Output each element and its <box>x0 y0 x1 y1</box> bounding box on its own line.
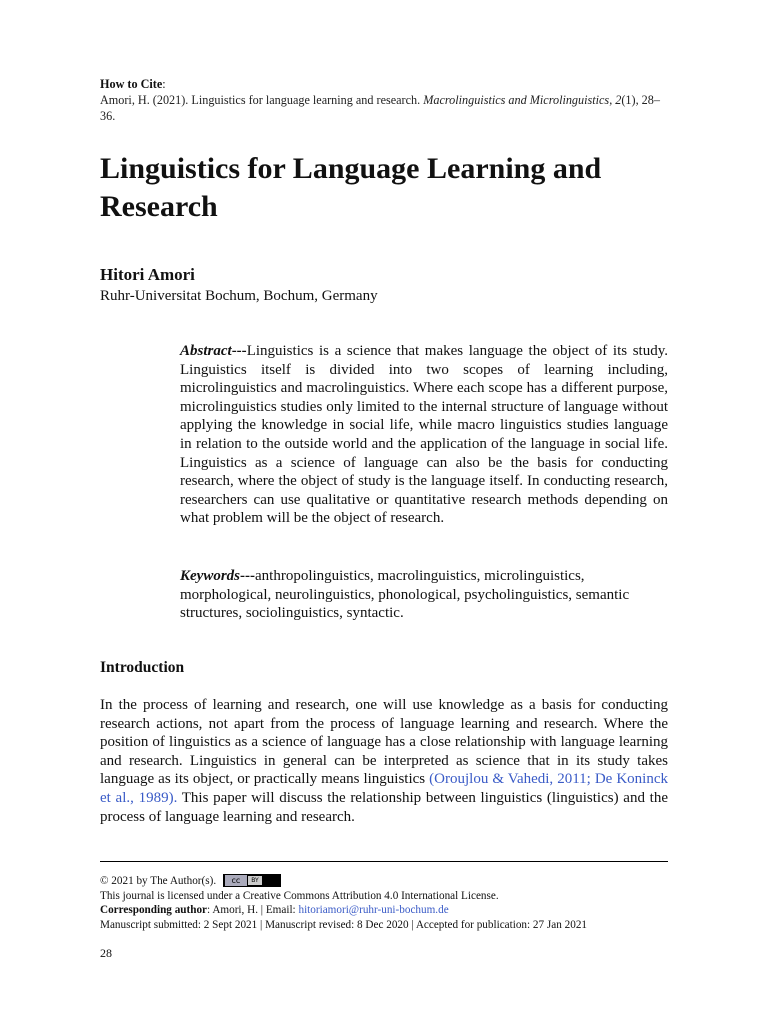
author-name: Hitori Amori <box>100 265 195 284</box>
introduction-paragraph: In the process of learning and research, one will use knowledge as a basis for conducting research actions, not apart from the process of language learning and research. Where the position of linguistics as a science of language has a close relationship with language learning and research. Linguistics in general can be interpreted as science that in its study takes language as its object, or practically means linguistics (Oroujlou & Vahedi, 2011; De Koninck et al., 1989). This paper will discuss the relationship between linguistics (linguistics) and the process of language learning and research. <box>100 697 668 825</box>
author-email-link[interactable]: hitoriamori@ruhr-uni-bochum.de <box>298 904 449 917</box>
section-heading-introduction: Introduction <box>100 659 185 676</box>
keywords-label: Keywords <box>180 568 240 584</box>
keywords-line-2: morphological, neurolinguistics, phonological, psycholinguistics, semantic <box>180 586 630 603</box>
license-text: This journal is licensed under a Creative Commons Attribution 4.0 International License. <box>100 889 499 902</box>
abstract-text: Linguistics is a science that makes language the object of its study. Linguistics itself is divided into two scopes of learning including, microlinguistics and macrolinguistics. Where each scope has a different purpose, microlinguistics studies only limited to the internal structure of language without applying the knowledge in social life, while macro linguistics studies language in relation to the outside world and the application of the language in social life. Linguistics as a science of language can also be the basis for conducting research, where the object of study is the language itself. In conducting research, researchers can use qualitative or quantitative research methods depending on what problem will be the object of research. <box>180 343 668 527</box>
keywords-line-1: anthropolinguistics, macrolinguistics, microlinguistics, <box>255 568 585 584</box>
keywords: Keywords---anthropolinguistics, macrolinguistics, microlinguistics, morphological, neurolinguistics, phonological, psycholinguistics, semantic structures, sociolinguistics, syntactic. <box>180 568 630 622</box>
cite-journal: Macrolinguistics and Microlinguistics <box>423 93 610 107</box>
paper-title: Linguistics for Language Learning and Research <box>100 152 602 223</box>
copyright-text: © 2021 by The Author(s). <box>100 875 217 887</box>
abstract: Abstract---Linguistics is a science that makes language the object of its study. Linguistics itself is divided into two scopes of learning including, microlinguistics and macrolinguistics. Where each scope has a different purpose, microlinguistics studies only limited to the internal structure of language without applying the knowledge in social life, while macro linguistics studies language in relation to the outside world and the application of the language in social life. Linguistics as a science of language can also be the basis for conducting research, where the object of study is the language itself. In conducting research, researchers can use qualitative or quantitative research methods depending on what problem will be the object of research. <box>180 343 668 527</box>
page-number: 28 <box>100 946 112 960</box>
cite-text: Amori, H. (2021). Linguistics for language learning and research. Macrolinguistics and Microlinguistics, 2(1), 28–36. <box>100 93 660 123</box>
cc-by-license-icon[interactable]: cc BY <box>223 874 281 887</box>
abstract-label: Abstract <box>180 343 232 359</box>
cite-volume: 2 <box>615 93 622 107</box>
copyright-row <box>100 874 668 889</box>
keywords-line-3: structures, sociolinguistics, syntactic. <box>180 605 404 622</box>
footer <box>100 874 668 932</box>
intro-citation-link[interactable]: (Oroujlou & Vahedi, 2011; De Koninck et al., 1989). <box>100 771 668 806</box>
how-to-cite: How to Cite: Amori, H. (2021). Linguistics for language learning and research. Macrolinguistics and Microlinguistics, 2(1), 28–36. <box>100 77 660 123</box>
author-affiliation: Ruhr-Universitat Bochum, Bochum, Germany <box>100 288 378 304</box>
corresponding-author-row: Corresponding author: Amori, H. | Email: hitoriamori@ruhr-uni-bochum.de <box>100 904 449 917</box>
manuscript-dates: Manuscript submitted: 2 Sept 2021 | Manuscript revised: 8 Dec 2020 | Accepted for publication: 27 Jan 2021 <box>100 918 588 931</box>
cite-label: How to Cite <box>100 77 163 91</box>
footer-divider <box>100 861 668 862</box>
